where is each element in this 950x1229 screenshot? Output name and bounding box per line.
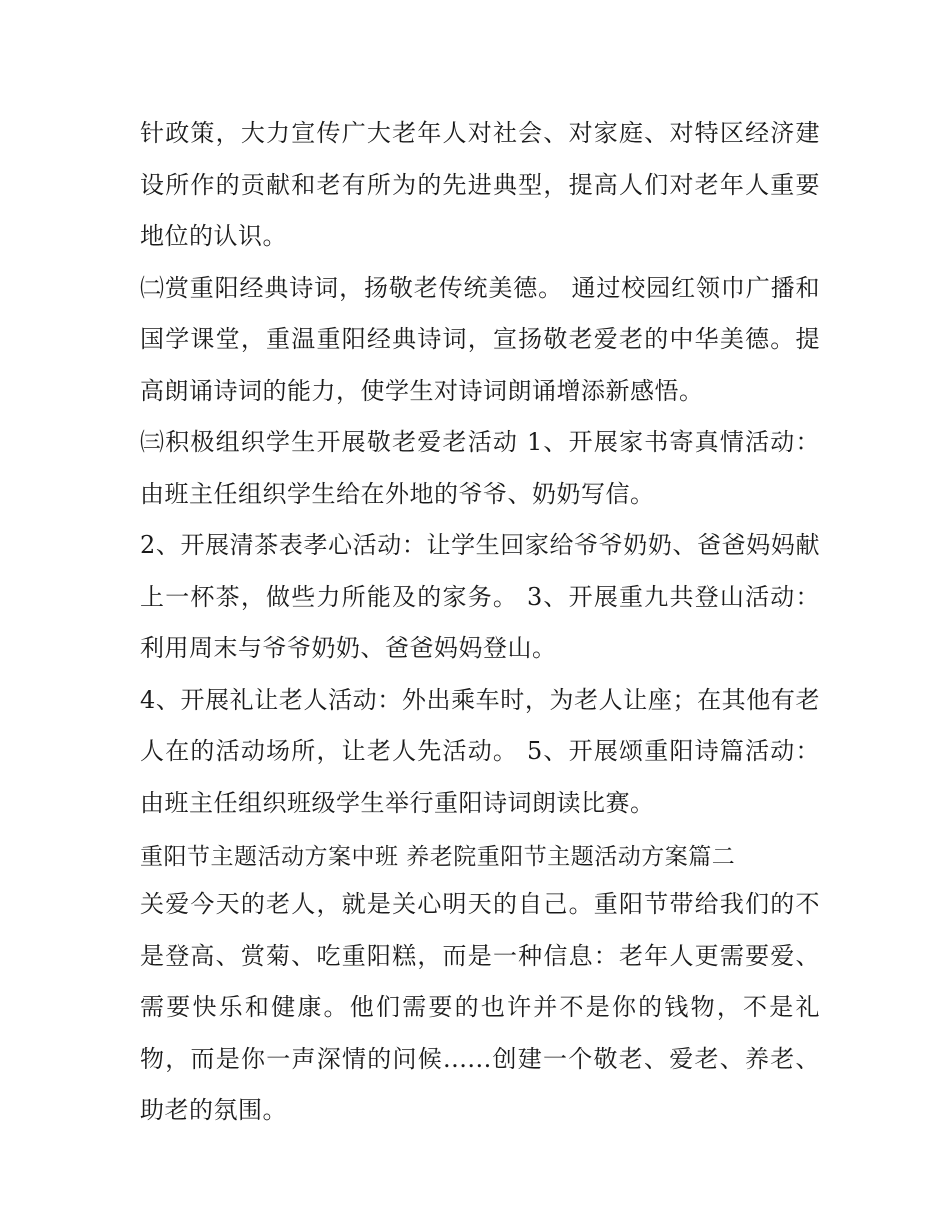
document-page bbox=[140, 108, 820, 1137]
section-heading: 重阳节主题活动方案中班 养老院重阳节主题活动方案篇二 bbox=[140, 844, 736, 870]
paragraph-activities: ㈢积极组织学生开展敬老爱老活动 1、开展家书寄真情活动：由班主任组织学生给在外地的爷爷、奶奶写信。 bbox=[140, 428, 820, 508]
paragraph-poetry: ㈡赏重阳经典诗词，扬敬老传统美德。 通过校园红领巾广播和国学课堂，重温重阳经典诗词，宣扬敬老爱老的中华美德。提高朗诵诗词的能力，使学生对诗词朗诵增添新感悟。 bbox=[140, 273, 820, 405]
paragraph-tea-and-climbing: 2、开展清茶表孝心活动：让学生回家给爷爷奶奶、爸爸妈妈献上一杯茶，做些力所能及的家务。 3、开展重九共登山活动：利用周末与爷爷奶奶、爸爸妈妈登山。 bbox=[140, 531, 820, 662]
paragraph-policy: 针政策，大力宣传广大老年人对社会、对家庭、对特区经济建设所作的贡献和老有所为的先进典型，提高人们对老年人重要地位的认识。 bbox=[140, 119, 820, 250]
paragraph-courtesy-and-recital: 4、开展礼让老人活动：外出乘车时，为老人让座；在其他有老人在的活动场所，让老人先活动。 5、开展颂重阳诗篇活动：由班主任组织班级学生举行重阳诗词朗读比赛。 bbox=[140, 685, 820, 817]
paragraph-closing: 关爱今天的老人，就是关心明天的自己。重阳节带给我们的不是登高、赏菊、吃重阳糕，而是一种信息：老年人更需要爱、需要快乐和健康。他们需要的也许并不是你的钱物，不是礼物，而是你一声深情的问候......创建一个敬老、爱老、养老、助老的氛围。 bbox=[140, 890, 820, 1124]
